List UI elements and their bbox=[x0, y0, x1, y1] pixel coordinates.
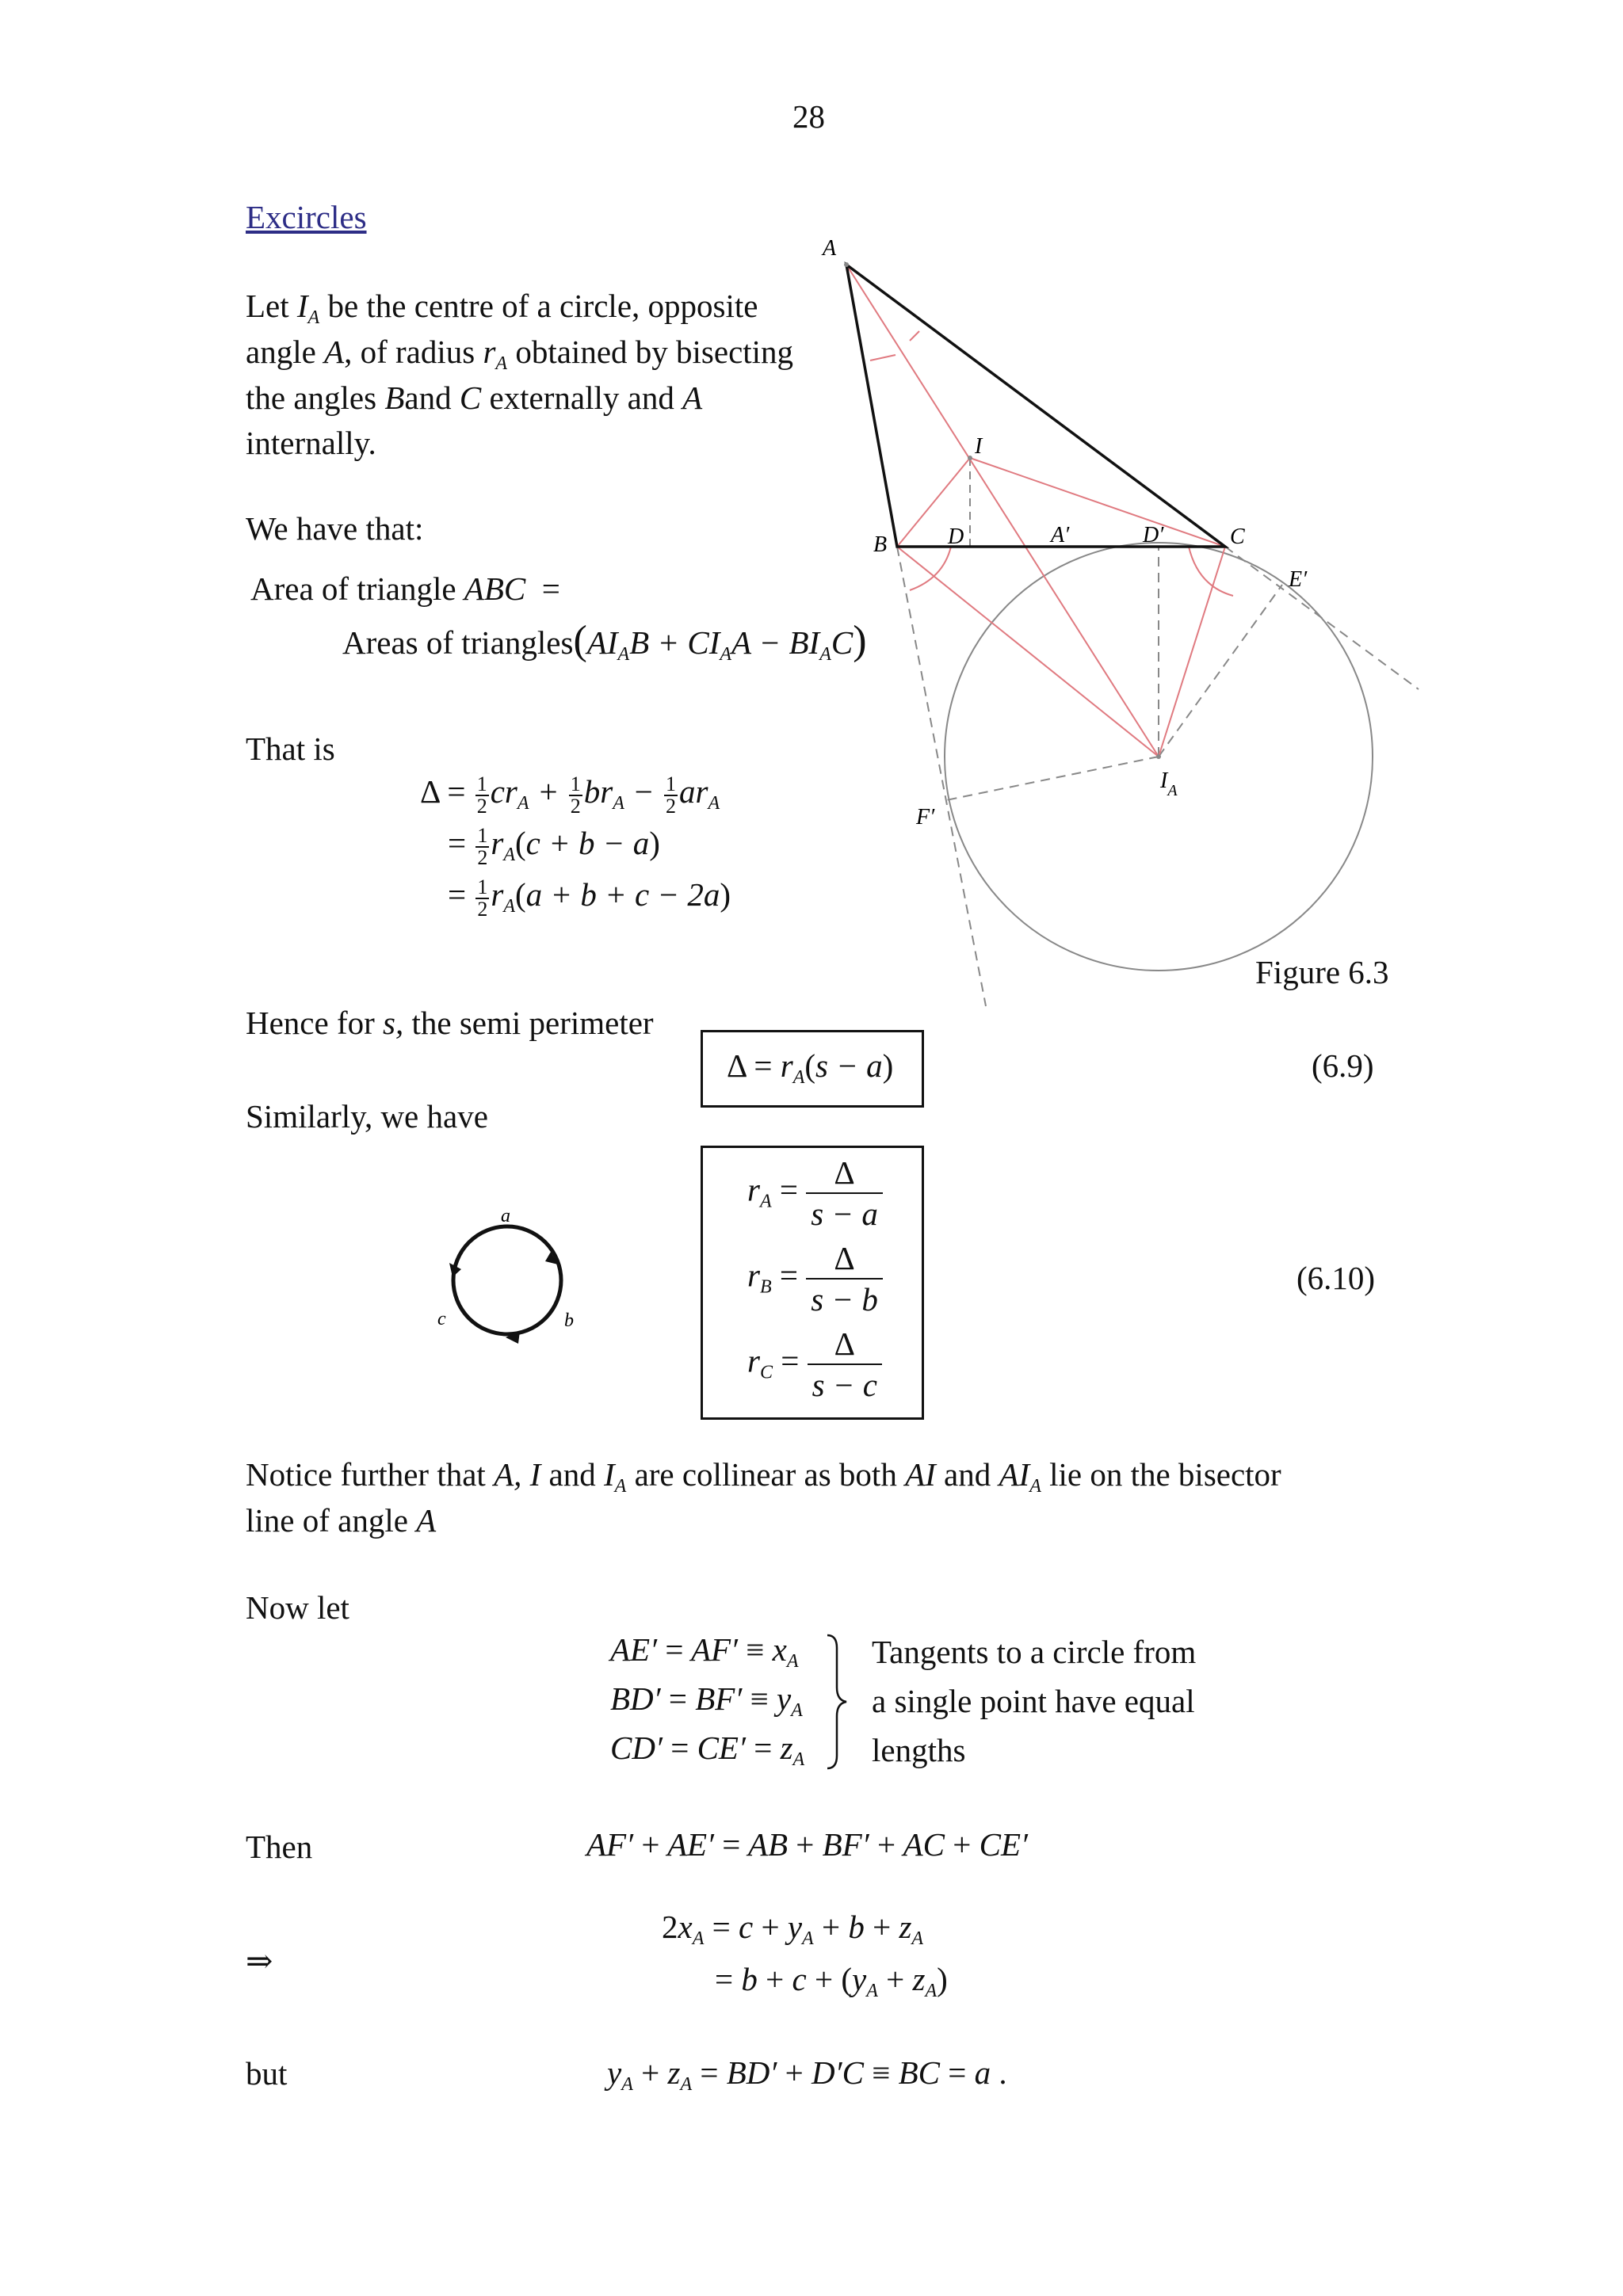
then-label: Then bbox=[246, 1829, 313, 1865]
label-a: A bbox=[823, 236, 837, 261]
point-ia bbox=[1156, 754, 1161, 759]
extended-side-ac bbox=[1225, 547, 1419, 689]
bisector-c-to-incentre bbox=[970, 458, 1225, 547]
boxed-formula-6-10: $r_A$ = $\frac{\Delta}{s - a}$ $r_B$ = $\frac{\Delta}{s - b}$ $r_C$ = $\frac{\Delta}{s - c}$ bbox=[701, 1146, 924, 1420]
notice-line-2: line of angle A bbox=[246, 1502, 437, 1539]
right-brace bbox=[824, 1632, 856, 1775]
intro-line-2: angle A, of radius $r_A$ obtained by bisecting bbox=[246, 334, 794, 374]
point-a bbox=[844, 262, 849, 267]
tick-mark bbox=[870, 355, 896, 360]
equation-number-6-10: (6.10) bbox=[1296, 1260, 1376, 1296]
tangent-eq-1: $AE' = AF' \equiv x_A$ bbox=[610, 1631, 799, 1672]
radius-to-f-prime bbox=[946, 757, 1159, 800]
tangent-note-2: a single point have equal bbox=[872, 1683, 1195, 1719]
implies-symbol: ⇒ bbox=[246, 1943, 273, 1979]
figure-6-3 bbox=[0, 0, 1623, 1030]
figure-caption: Figure 6.3 bbox=[1255, 954, 1389, 990]
areas-of-triangles: Areas of $triangles(AI_AB + CI_AA - BI_AC)$ bbox=[342, 618, 867, 665]
triangle-abc bbox=[846, 265, 1225, 547]
delta-eq-line-2: = $\frac{1}{2}$ $r_A(c + b - a)$ bbox=[448, 823, 660, 869]
tick-mark bbox=[910, 331, 919, 341]
area-line: Area of triangle ABC = bbox=[250, 570, 560, 607]
bisector-a bbox=[846, 265, 1159, 757]
label-a-prime: A′ bbox=[1051, 523, 1070, 547]
label-d: D bbox=[948, 524, 964, 549]
we-have-that: We have that: bbox=[246, 510, 424, 547]
intro-line-1: Let $I_A$ be the centre of a circle, opposite bbox=[246, 288, 758, 328]
cyclic-permutation-diagram bbox=[428, 1204, 602, 1347]
delta-eq-line-1: Δ = $\frac{1}{2}$ $cr_A$ + $\frac{1}{2}$ $br_A$ − $\frac{1}{2}$ $ar_A$ bbox=[420, 772, 720, 818]
external-bisector-c bbox=[1159, 547, 1225, 757]
cycle-circle bbox=[453, 1226, 561, 1334]
equation-number-6-9: (6.9) bbox=[1312, 1047, 1374, 1084]
now-let: Now let bbox=[246, 1589, 349, 1626]
point-i bbox=[968, 456, 972, 460]
page-number: 28 bbox=[792, 98, 825, 135]
boxed-formula-6-9: $\Delta = r_A(s - a)$ bbox=[701, 1030, 924, 1108]
tangent-note-3: lengths bbox=[872, 1732, 966, 1768]
extended-side-ab bbox=[897, 547, 986, 1006]
external-bisector-b bbox=[897, 547, 1159, 757]
cycle-label-b: b bbox=[564, 1310, 574, 1331]
delta-eq-line-3: = $\frac{1}{2}$ $r_A(a + b + c - 2a)$ bbox=[448, 875, 731, 921]
tangent-note-1: Tangents to a circle from bbox=[872, 1634, 1197, 1670]
label-f-prime: F′ bbox=[916, 805, 935, 830]
label-e-prime: E′ bbox=[1289, 567, 1308, 592]
sum-eq-line-2: = $b + c + (y_A + z_A)$ bbox=[715, 1961, 948, 2001]
label-i: I bbox=[975, 434, 983, 459]
cycle-label-a: a bbox=[501, 1206, 510, 1226]
intro-line-3: the angles Band C externally and A bbox=[246, 379, 703, 416]
similarly-line: Similarly, we have bbox=[246, 1098, 488, 1135]
label-ia: $I_A$ bbox=[1160, 769, 1178, 799]
then-equation: AF′ + AE′ = AB + BF′ + AC + CE′ bbox=[586, 1826, 1028, 1863]
label-d-prime: D′ bbox=[1143, 523, 1164, 547]
that-is: That is bbox=[246, 730, 335, 767]
label-c: C bbox=[1230, 524, 1245, 549]
section-heading: Excircles bbox=[246, 199, 367, 235]
tangent-eq-2: $BD' = BF' \equiv y_A$ bbox=[610, 1680, 803, 1721]
intro-line-4: internally. bbox=[246, 425, 376, 461]
cycle-label-c: c bbox=[437, 1309, 446, 1329]
radius-to-e-prime bbox=[1159, 585, 1282, 757]
angle-mark-b bbox=[910, 547, 951, 590]
label-b: B bbox=[873, 532, 888, 557]
but-equation: $y_A + z_A = BD' + D'C$ ≡ BC = a . bbox=[607, 2054, 1007, 2095]
tangent-eq-3: $CD' = CE' = z_A$ bbox=[610, 1730, 805, 1770]
hence-line: Hence for s, the semi perimeter bbox=[246, 1005, 654, 1041]
but-label: but bbox=[246, 2055, 288, 2092]
sum-eq-line-1: $2x_A = c + y_A + b + z_A$ bbox=[662, 1909, 924, 1949]
notice-line-1: Notice further that A, I and $I_A$ are collinear as both AI and $AI_A$ lie on the bisector bbox=[246, 1456, 1281, 1497]
